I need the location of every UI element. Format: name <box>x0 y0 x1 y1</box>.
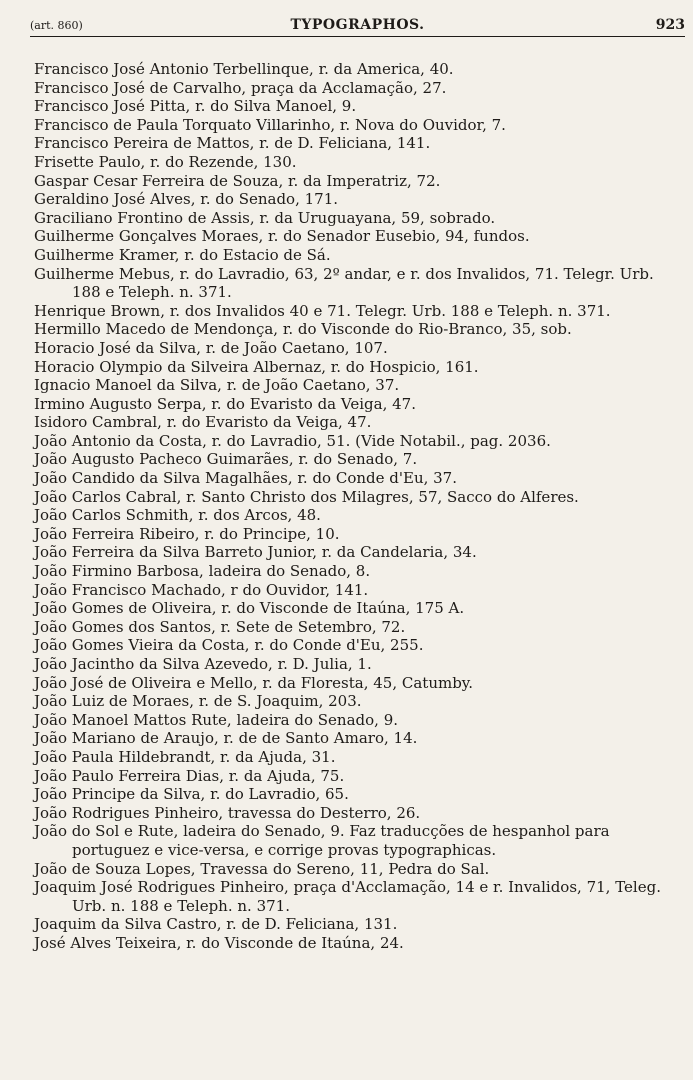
directory-entry: Frisette Paulo, r. do Rezende, 130. <box>34 152 297 171</box>
directory-entry: Guilherme Kramer, r. do Estacio de Sá. <box>34 245 331 264</box>
directory-entry: João Mariano de Araujo, r. de de Santo Amaro, 14. <box>34 729 418 748</box>
directory-entry: Francisco José de Carvalho, praça da Acclamação, 27. <box>34 78 447 97</box>
directory-entry: João Paula Hildebrandt, r. da Ajuda, 31. <box>34 747 336 766</box>
directory-entry: João Candido da Silva Magalhães, r. do Conde d'Eu, 37. <box>34 469 457 488</box>
page-number: 923 <box>655 17 685 33</box>
directory-entry: Joaquim José Rodrigues Pinheiro, praça d'Acclamação, 14 e r. Invalidos, 71, Teleg. Urb. n. 188 e Teleph. n. 371. <box>34 878 661 915</box>
page-header <box>30 14 685 37</box>
directory-entry: Guilherme Mebus, r. do Lavradio, 63, 2º andar, e r. dos Invalidos, 71. Telegr. Urb. 188 e Teleph. n. 371. <box>34 264 654 302</box>
directory-entry: Francisco José Pitta, r. do Silva Manoel, 9. <box>34 97 357 116</box>
directory-entry: Horacio Olympio da Silveira Albernaz, r. do Hospicio, 161. <box>34 357 479 376</box>
directory-entry: Ignacio Manoel da Silva, r. de João Caetano, 37. <box>34 376 400 395</box>
directory-list <box>34 60 684 953</box>
directory-entry: Francisco Pereira de Mattos, r. de D. Feliciana, 141. <box>34 134 431 153</box>
directory-entry: João Firmino Barbosa, ladeira do Senado, 8. <box>34 562 371 581</box>
directory-entry: Irmino Augusto Serpa, r. do Evaristo da Veiga, 47. <box>34 394 416 413</box>
directory-entry: João Ferreira da Silva Barreto Junior, r. da Candelaria, 34. <box>34 543 477 562</box>
directory-entry: João Principe da Silva, r. do Lavradio, 65. <box>34 785 349 804</box>
directory-entry: Geraldino José Alves, r. do Senado, 171. <box>34 190 339 209</box>
directory-entry: João do Sol e Rute, ladeira do Senado, 9. Faz traducções de hespanhol para portuguez e vice-versa, e corrige provas typographicas. <box>34 822 610 859</box>
directory-entry: João Ferreira Ribeiro, r. do Principe, 10. <box>34 524 340 543</box>
article-reference: (art. 860) <box>30 19 83 32</box>
directory-entry: João Rodrigues Pinheiro, travessa do Desterro, 26. <box>34 803 421 822</box>
directory-entry: João Luiz de Moraes, r. de S. Joaquim, 203. <box>34 692 362 711</box>
directory-entry: Joaquim da Silva Castro, r. de D. Feliciana, 131. <box>34 915 398 934</box>
section-title: TYPOGRAPHOS. <box>290 17 425 33</box>
directory-entry: Henrique Brown, r. dos Invalidos 40 e 71. Telegr. Urb. 188 e Teleph. n. 371. <box>34 301 611 320</box>
directory-entry: Hermillo Macedo de Mendonça, r. do Visconde do Rio-Branco, 35, sob. <box>34 320 572 339</box>
directory-entry: João Manoel Mattos Rute, ladeira do Senado, 9. <box>34 710 399 729</box>
directory-entry: João Paulo Ferreira Dias, r. da Ajuda, 75. <box>34 766 345 785</box>
directory-entry: Francisco José Antonio Terbellinque, r. da America, 40. <box>34 60 454 78</box>
directory-entry: João Carlos Cabral, r. Santo Christo dos Milagres, 57, Sacco do Alferes. <box>34 487 579 506</box>
directory-entry: João Francisco Machado, r do Ouvidor, 141. <box>34 580 369 599</box>
directory-entry: Gaspar Cesar Ferreira de Souza, r. da Imperatriz, 72. <box>34 171 441 190</box>
directory-entry: Horacio José da Silva, r. de João Caetano, 107. <box>34 338 388 357</box>
directory-entry: Guilherme Gonçalves Moraes, r. do Senador Eusebio, 94, fundos. <box>34 227 530 246</box>
directory-entry: João Carlos Schmith, r. dos Arcos, 48. <box>34 506 321 525</box>
directory-entry: Francisco de Paula Torquato Villarinho, r. Nova do Ouvidor, 7. <box>34 115 506 134</box>
directory-entry: José Alves Teixeira, r. do Visconde de Itaúna, 24. <box>34 933 404 952</box>
directory-entry: João José de Oliveira e Mello, r. da Floresta, 45, Catumby. <box>34 673 474 692</box>
directory-entry: João de Souza Lopes, Travessa do Sereno, 11, Pedra do Sal. <box>34 859 490 878</box>
directory-entry: Isidoro Cambral, r. do Evaristo da Veiga, 47. <box>34 413 372 432</box>
directory-entry: João Antonio da Costa, r. do Lavradio, 51. (Vide Notabil., pag. 2036. <box>34 431 551 450</box>
directory-entry: Graciliano Frontino de Assis, r. da Uruguayana, 59, sobrado. <box>34 208 496 227</box>
directory-entry: João Augusto Pacheco Guimarães, r. do Senado, 7. <box>34 450 418 469</box>
directory-entry: João Gomes dos Santos, r. Sete de Setembro, 72. <box>34 617 406 636</box>
directory-entry: João Jacintho da Silva Azevedo, r. D. Julia, 1. <box>34 655 372 673</box>
directory-entry: João Gomes Vieira da Costa, r. do Conde d'Eu, 255. <box>34 636 424 655</box>
directory-entry: João Gomes de Oliveira, r. do Visconde de Itaúna, 175 A. <box>34 599 465 618</box>
